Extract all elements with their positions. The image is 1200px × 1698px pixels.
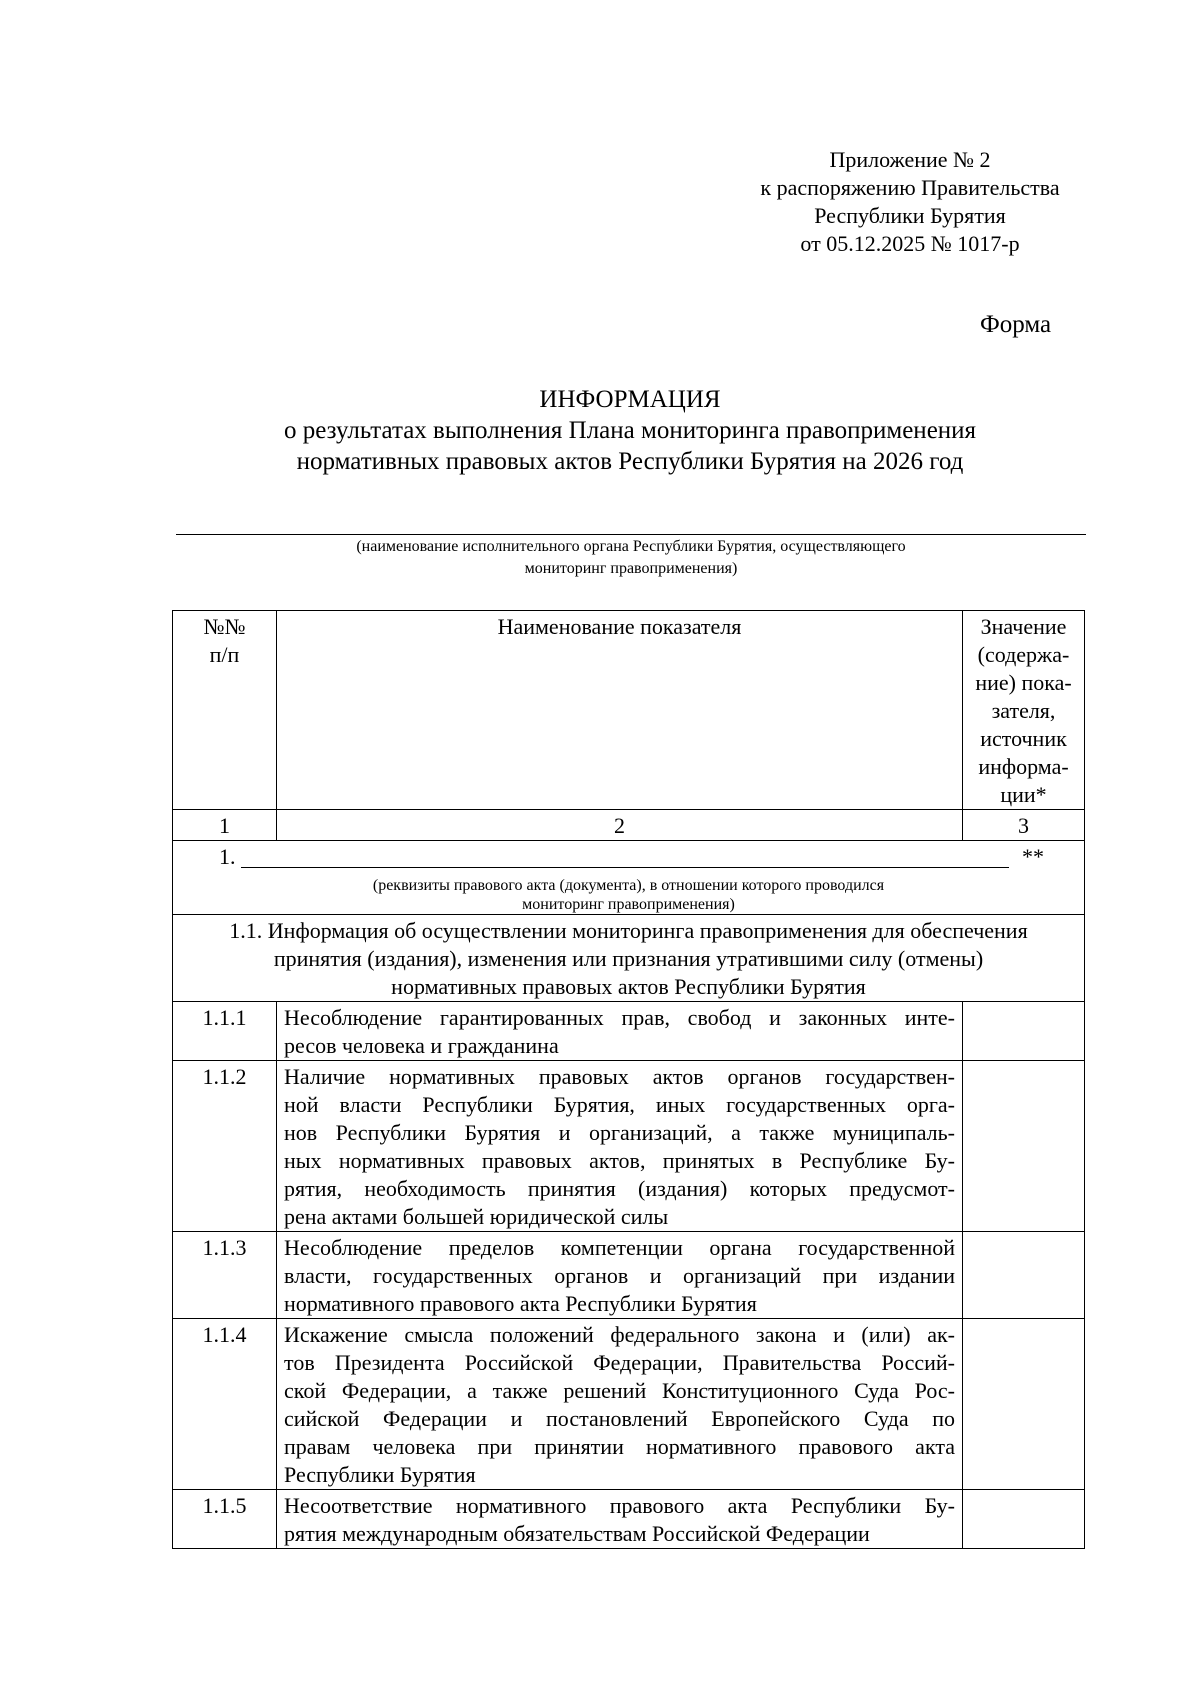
indicator-line: правам человека при принятии нормативного правового акта: [284, 1434, 955, 1459]
indicator-name: [277, 1319, 963, 1490]
indicator-line: Несоблюдение гарантированных прав, свобод и законных инте-: [284, 1005, 955, 1030]
row-number: 1.1.3: [173, 1232, 277, 1319]
header-value-line: ние) пока-: [975, 670, 1072, 695]
indicator-line: Республики Бурятия: [284, 1462, 476, 1487]
indicator-line: нормативного правового акта Республики Бурятия: [284, 1291, 757, 1316]
column-number: 1: [173, 810, 277, 841]
act-fill-line: [241, 867, 1009, 868]
column-number-row: [173, 810, 1085, 841]
header-value-line: информа-: [978, 754, 1069, 779]
caption-line: (наименование исполнительного органа Республики Бурятия, осуществляющего: [356, 538, 906, 555]
act-requisites-cell: [173, 841, 1085, 915]
table-row: [173, 1319, 1085, 1490]
caption-line: мониторинг правоприменения): [524, 560, 738, 577]
section-line: 1.1. Информация об осуществлении мониторинга правоприменения для обеспечения: [229, 918, 1028, 943]
appendix-line: к распоряжению Правительства: [760, 175, 1060, 200]
indicator-name: [277, 1232, 963, 1319]
indicator-line: ных нормативных правовых актов, принятых в Республике Бу-: [284, 1148, 955, 1173]
caption-line: мониторинг правоприменения): [522, 896, 735, 913]
header-value-line: (содержа-: [977, 642, 1070, 667]
indicator-line: Искажение смысла положений федерального закона и (или) ак-: [284, 1322, 955, 1347]
table-row: [173, 1061, 1085, 1232]
indicator-name: [277, 1002, 963, 1061]
appendix-line: Республики Бурятия: [814, 203, 1006, 228]
indicator-value-cell[interactable]: [963, 1232, 1085, 1319]
footnote-marker: **: [1022, 844, 1044, 869]
indicator-name: [277, 1490, 963, 1549]
indicator-line: ной власти Республики Бурятия, иных государственных орга-: [284, 1092, 955, 1117]
header-number-line: №№: [203, 614, 246, 639]
row-number: 1.1.1: [173, 1002, 277, 1061]
section-line: принятия (издания), изменения или признания утратившими силу (отмены): [273, 946, 984, 971]
section-line: нормативных правовых актов Республики Бурятия: [391, 974, 866, 999]
header-value-line: ции*: [1000, 782, 1047, 807]
act-requisites-row: [173, 841, 1085, 915]
row-number: 1.1.2: [173, 1061, 277, 1232]
act-number: 1.: [219, 844, 236, 869]
indicator-line: нов Республики Бурятия и организаций, а также муниципаль-: [284, 1120, 955, 1145]
indicator-line: тов Президента Российской Федерации, Правительства Россий-: [284, 1350, 955, 1375]
header-value-line: источник: [980, 726, 1067, 751]
indicator-line: рятия, необходимость принятия (издания) которых предусмот-: [284, 1176, 955, 1201]
indicator-line: сийской Федерации и постановлений Европейского Суда по: [284, 1406, 955, 1431]
header-value-line: зателя,: [991, 698, 1056, 723]
indicator-line: Несоблюдение пределов компетенции органа государственной: [284, 1235, 955, 1260]
section-heading: [173, 915, 1085, 1002]
org-name-caption: [176, 536, 1086, 580]
table-header-row: [173, 611, 1085, 810]
table-row: [173, 1490, 1085, 1549]
title-line: нормативных правовых актов Республики Бурятия на 2026 год: [296, 448, 964, 475]
form-label: Форма: [980, 311, 1052, 338]
indicator-line: Несоответствие нормативного правового акта Республики Бу-: [284, 1493, 955, 1518]
indicator-value-cell[interactable]: [963, 1490, 1085, 1549]
row-number: 1.1.4: [173, 1319, 277, 1490]
section-row: [173, 915, 1085, 1002]
appendix-block: [730, 146, 1090, 258]
table-row: [173, 1232, 1085, 1319]
header-number-line: п/п: [209, 642, 240, 667]
indicator-value-cell[interactable]: [963, 1002, 1085, 1061]
column-number: 2: [277, 810, 963, 841]
column-number: 3: [963, 810, 1085, 841]
indicator-line: рена актами большей юридической силы: [284, 1204, 669, 1229]
header-value-line: Значение: [980, 614, 1067, 639]
table-row: [173, 1002, 1085, 1061]
title-line: о результатах выполнения Плана мониторинга правоприменения: [283, 417, 977, 444]
indicator-name: [277, 1061, 963, 1232]
header-indicator-name: Наименование показателя: [277, 611, 963, 810]
indicator-line: рятия международным обязательствам Российской Федерации: [284, 1521, 870, 1546]
appendix-line: от 05.12.2025 № 1017-р: [800, 231, 1020, 256]
header-value: [963, 611, 1085, 810]
indicator-table: [172, 610, 1085, 1549]
indicator-line: Наличие нормативных правовых актов органов государствен-: [284, 1064, 955, 1089]
row-number: 1.1.5: [173, 1490, 277, 1549]
act-caption: [173, 876, 1084, 914]
indicator-value-cell[interactable]: [963, 1319, 1085, 1490]
indicator-rows: [173, 1002, 1085, 1549]
indicator-value-cell[interactable]: [963, 1061, 1085, 1232]
indicator-line: ресов человека и гражданина: [284, 1033, 559, 1058]
document-title: [170, 384, 1090, 477]
indicator-line: власти, государственных органов и организаций при издании: [284, 1263, 955, 1288]
indicator-line: ской Федерации, а также решений Конституционного Суда Рос-: [284, 1378, 955, 1403]
appendix-line: Приложение № 2: [829, 147, 991, 172]
org-name-fill-line: [176, 534, 1086, 535]
title-heading: ИНФОРМАЦИЯ: [539, 386, 721, 413]
header-number: [173, 611, 277, 810]
caption-line: (реквизиты правового акта (документа), в отношении которого проводился: [372, 877, 885, 894]
